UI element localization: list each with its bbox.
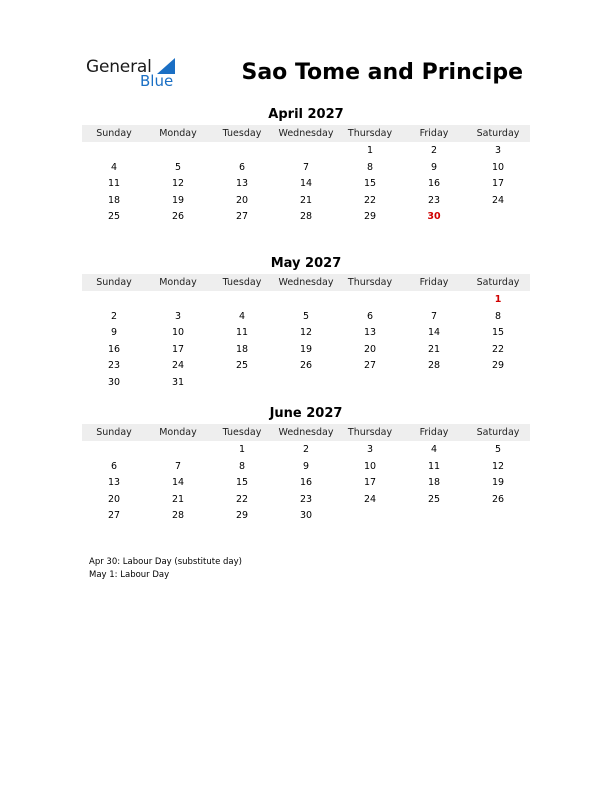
day-cell: 17	[363, 477, 377, 488]
country-title: Sao Tome and Principe	[241, 60, 523, 85]
day-cell: 15	[363, 178, 377, 189]
day-cell: 10	[491, 161, 505, 173]
day-cell: 26	[171, 211, 185, 222]
day-cell: 30	[299, 510, 313, 521]
day-cell: 12	[299, 327, 313, 338]
empty-day-cell	[146, 292, 210, 309]
week-row	[82, 375, 530, 392]
weekday-label: Sunday	[96, 427, 132, 438]
empty-day-cell	[338, 375, 402, 392]
empty-day-cell	[402, 508, 466, 525]
day-cell: 28	[427, 360, 441, 371]
empty-day-cell	[210, 375, 274, 392]
empty-day-cell	[402, 375, 466, 392]
empty-day-cell	[338, 508, 402, 525]
day-cell: 9	[302, 460, 310, 472]
empty-day-cell	[466, 508, 530, 525]
day-cell: 26	[299, 360, 313, 371]
day-cell: 23	[107, 360, 121, 371]
day-cell: 6	[238, 161, 246, 173]
day-cell: 7	[430, 310, 438, 322]
empty-day-cell	[210, 143, 274, 160]
month-title: June 2027	[269, 406, 343, 421]
empty-day-cell	[274, 292, 338, 309]
weekday-label: Sunday	[96, 128, 132, 139]
weekday-label: Thursday	[347, 427, 393, 438]
month-may	[82, 255, 530, 391]
week-row	[82, 442, 530, 459]
empty-day-cell	[466, 209, 530, 226]
month-title: May 2027	[270, 256, 342, 271]
weekday-label: Monday	[159, 128, 197, 139]
day-cell: 15	[491, 327, 505, 338]
month-april	[82, 106, 530, 226]
week-row	[82, 492, 530, 509]
weekday-header	[82, 274, 530, 291]
empty-day-cell	[338, 292, 402, 309]
day-cell: 24	[491, 194, 505, 206]
day-cell: 19	[171, 194, 185, 206]
week-row	[82, 342, 530, 359]
weekday-label: Friday	[419, 427, 449, 438]
day-cell: 5	[494, 444, 502, 455]
weekday-label: Friday	[419, 277, 449, 288]
empty-day-cell	[210, 292, 274, 309]
empty-day-cell	[274, 143, 338, 160]
empty-day-cell	[82, 143, 146, 160]
month-weeks	[82, 143, 530, 226]
day-cell: 13	[235, 178, 249, 189]
day-cell: 16	[427, 178, 441, 189]
day-cell: 10	[363, 460, 377, 472]
weekday-label: Thursday	[347, 277, 393, 288]
weekday-header	[82, 125, 530, 142]
week-row	[82, 209, 530, 226]
day-cell: 30	[107, 376, 121, 388]
day-cell: 2	[430, 145, 438, 156]
day-cell: 3	[366, 444, 374, 455]
day-cell: 3	[174, 310, 182, 322]
day-cell: 12	[171, 178, 185, 189]
generalblue-logo	[86, 56, 186, 92]
day-cell: 18	[107, 194, 121, 206]
weekday-label: Tuesday	[222, 277, 262, 288]
day-cell: 25	[107, 211, 121, 222]
day-cell: 10	[171, 327, 185, 338]
day-cell: 14	[427, 327, 441, 338]
day-cell: 4	[110, 161, 118, 173]
week-row	[82, 325, 530, 342]
day-cell: 13	[107, 477, 121, 488]
day-cell: 12	[491, 460, 505, 472]
weekday-label: Monday	[159, 277, 197, 288]
day-cell: 19	[299, 343, 313, 355]
weekday-label: Tuesday	[222, 128, 262, 139]
day-cell: 21	[427, 343, 441, 355]
day-cell: 28	[171, 510, 185, 521]
day-cell: 11	[107, 178, 121, 189]
week-row	[82, 508, 530, 525]
day-cell: 19	[491, 477, 505, 488]
week-row	[82, 160, 530, 177]
day-cell: 27	[235, 211, 249, 222]
day-cell: 25	[235, 360, 249, 371]
day-cell: 16	[107, 343, 121, 355]
day-cell: 17	[491, 178, 505, 189]
empty-day-cell	[82, 442, 146, 459]
day-cell: 23	[299, 493, 313, 505]
day-cell: 6	[366, 310, 374, 322]
day-cell: 11	[427, 460, 441, 472]
day-cell: 7	[174, 460, 182, 472]
day-cell: 2	[302, 444, 310, 455]
holiday-note: May 1: Labour Day	[89, 570, 170, 580]
weekday-header	[82, 424, 530, 441]
day-cell: 29	[235, 510, 249, 521]
day-cell: 23	[427, 194, 441, 206]
day-cell: 29	[491, 360, 505, 371]
day-cell: 13	[363, 327, 377, 338]
day-cell: 22	[491, 343, 505, 355]
logo-general-text: General	[86, 57, 152, 77]
weekday-label: Friday	[419, 128, 449, 139]
day-cell: 20	[107, 493, 121, 505]
day-cell: 5	[302, 310, 310, 322]
empty-day-cell	[274, 375, 338, 392]
day-cell: 21	[171, 493, 185, 505]
day-cell: 6	[110, 460, 118, 472]
weekday-label: Wednesday	[278, 128, 334, 139]
month-weeks	[82, 442, 530, 525]
day-cell: 1	[238, 444, 246, 455]
day-cell: 8	[238, 460, 246, 472]
day-cell: 14	[171, 477, 185, 488]
day-cell: 17	[171, 343, 185, 355]
day-cell: 27	[363, 360, 377, 371]
empty-day-cell	[466, 375, 530, 392]
day-cell: 24	[171, 360, 185, 371]
week-row	[82, 358, 530, 375]
weekday-label: Saturday	[476, 128, 520, 139]
day-cell: 28	[299, 211, 313, 222]
day-cell: 22	[363, 194, 377, 206]
week-row	[82, 309, 530, 326]
week-row	[82, 193, 530, 210]
empty-day-cell	[82, 292, 146, 309]
day-cell: 24	[363, 493, 377, 505]
weekday-label: Thursday	[347, 128, 393, 139]
month-june	[82, 405, 530, 525]
day-cell: 15	[235, 477, 249, 488]
day-cell: 16	[299, 477, 313, 488]
weekday-label: Wednesday	[278, 427, 334, 438]
empty-day-cell	[402, 292, 466, 309]
day-cell: 18	[235, 343, 249, 355]
day-cell: 18	[427, 477, 441, 488]
weekday-label: Saturday	[476, 277, 520, 288]
week-row	[82, 475, 530, 492]
day-cell: 25	[427, 493, 441, 505]
day-cell: 20	[363, 343, 377, 355]
day-cell: 29	[363, 211, 377, 222]
holiday-notes	[89, 556, 242, 582]
day-cell: 5	[174, 161, 182, 173]
logo-blue-text: Blue	[140, 72, 174, 90]
day-cell: 14	[299, 178, 313, 189]
day-cell: 11	[235, 327, 249, 338]
weekday-label: Saturday	[476, 427, 520, 438]
day-cell: 9	[110, 327, 118, 338]
day-cell: 20	[235, 194, 249, 206]
week-row	[82, 143, 530, 160]
week-row	[82, 292, 530, 309]
day-cell: 2	[110, 310, 118, 322]
empty-day-cell	[146, 442, 210, 459]
week-row	[82, 176, 530, 193]
holiday-note: Apr 30: Labour Day (substitute day)	[89, 557, 242, 567]
day-cell: 3	[494, 145, 502, 156]
week-row	[82, 459, 530, 476]
day-cell: 22	[235, 493, 249, 505]
weekday-label: Monday	[159, 427, 197, 438]
empty-day-cell	[146, 143, 210, 160]
day-cell: 21	[299, 194, 313, 206]
day-cell: 31	[171, 376, 185, 388]
day-cell: 9	[430, 161, 438, 173]
holiday-day-cell: 30	[427, 211, 441, 222]
day-cell: 27	[107, 510, 121, 521]
day-cell: 8	[494, 310, 502, 322]
day-cell: 1	[366, 145, 374, 156]
day-cell: 4	[238, 310, 246, 322]
month-title: April 2027	[268, 107, 344, 122]
month-weeks	[82, 292, 530, 391]
day-cell: 7	[302, 161, 310, 173]
day-cell: 4	[430, 444, 438, 455]
day-cell: 26	[491, 493, 505, 505]
holiday-day-cell: 1	[494, 294, 502, 305]
weekday-label: Sunday	[96, 277, 132, 288]
weekday-label: Wednesday	[278, 277, 334, 288]
day-cell: 8	[366, 161, 374, 173]
weekday-label: Tuesday	[222, 427, 262, 438]
